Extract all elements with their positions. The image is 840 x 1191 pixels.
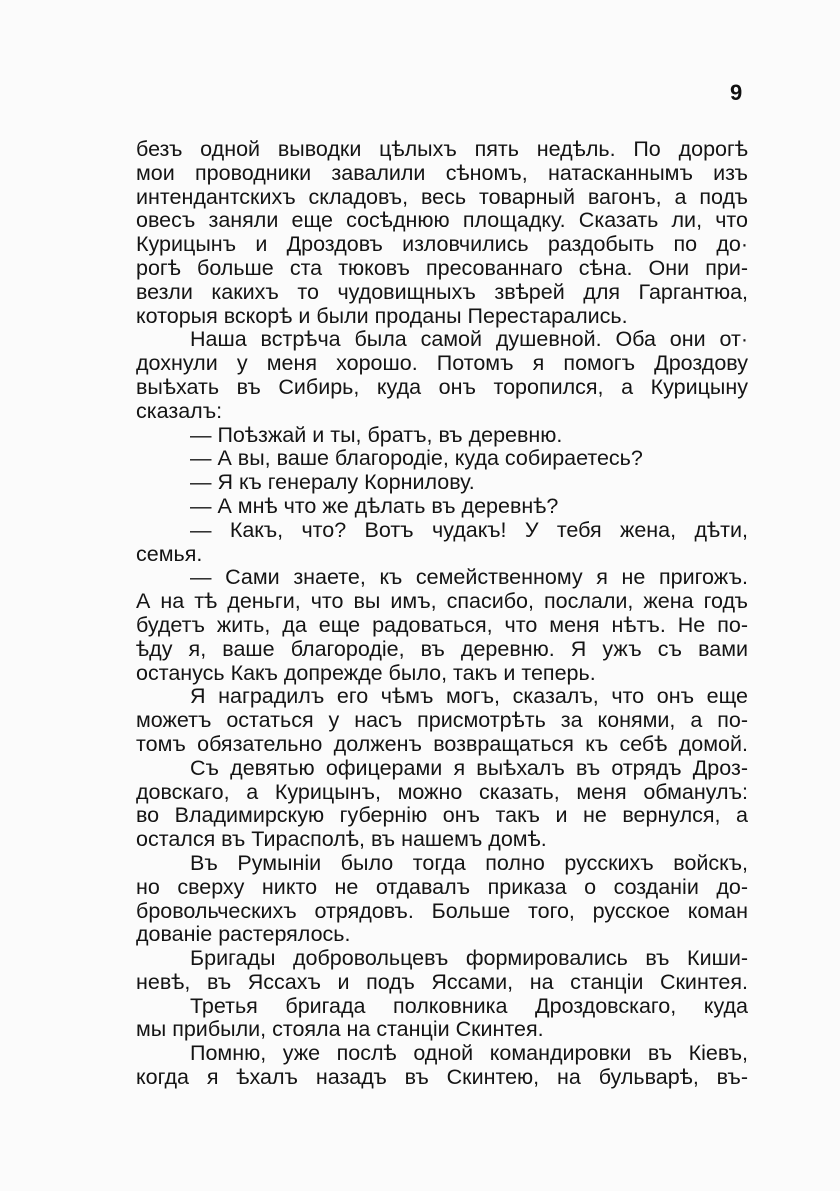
- text-line: бровольческихъ отрядовъ. Больше того, русское коман: [136, 899, 748, 923]
- text-line: — Я къ генералу Корнилову.: [190, 470, 475, 495]
- text-line: А на тѣ деньги, что вы имъ, спасибо, послали, жена годъ: [136, 590, 748, 614]
- text-line: Бригады добровольцевъ формировались въ Киши-: [190, 947, 748, 971]
- text-line: интендантскихъ складовъ, весь товарный вагонъ, а подъ: [136, 185, 748, 209]
- text-line: невѣ, въ Яссахъ и подъ Яссами, на станціи Скинтея.: [136, 970, 748, 994]
- text-line: сказалъ:: [136, 398, 223, 423]
- text-line: — А вы, ваше благородіе, куда собираетесь?: [190, 446, 643, 471]
- text-line: безъ одной выводки цѣлыхъ пять недѣль. По дорогѣ: [136, 138, 748, 161]
- text-line: можетъ остаться у насъ присмотрѣть за конями, а по-: [136, 709, 748, 733]
- text-line: дованіе растерялось.: [136, 922, 351, 947]
- text-line: остался въ Тирасполѣ, въ нашемъ домѣ.: [136, 827, 547, 852]
- text-line: дохнули у меня хорошо. Потомъ я помогъ Дроздову: [136, 352, 748, 376]
- text-line: но сверху никто не отдавалъ приказа о созданіи до-: [136, 875, 748, 899]
- text-line: везли какихъ то чудовищныхъ звѣрей для Гаргантюа,: [136, 280, 748, 304]
- text-line: Въ Румыніи было тогда полно русскихъ войскъ,: [190, 851, 748, 875]
- text-line: останусь Какъ допрежде было, такъ и теперь.: [136, 660, 596, 685]
- body-text: [136, 138, 748, 1090]
- text-line: ѣду я, ваше благородіе, въ деревню. Я ужъ съ вами: [136, 637, 748, 661]
- text-line: — Сами знаете, къ семейственному я не пригожъ.: [190, 566, 748, 590]
- text-line: овесъ заняли еще сосѣднюю площадку. Сказать ли, что: [136, 209, 748, 233]
- text-line: мы прибыли, стояла на станціи Скинтея.: [136, 1017, 544, 1042]
- text-line: когда я ѣхалъ назадъ въ Скинтею, на бульварѣ, въ-: [136, 1066, 748, 1090]
- text-line: — А мнѣ что же дѣлать въ деревнѣ?: [190, 493, 559, 518]
- text-line: во Владимирскую губернію онъ такъ и не вернулся, а: [136, 804, 748, 828]
- text-line: Третья бригада полковника Дроздовскаго, куда: [190, 994, 748, 1018]
- text-line: выѣхать въ Сибирь, куда онъ торопился, а Курицыну: [136, 375, 748, 399]
- text-line: которыя вскорѣ и были проданы Перестарались.: [136, 303, 628, 328]
- text-line: Наша встрѣча была самой душевной. Оба они от·: [190, 328, 748, 352]
- text-line: Курицынъ и Дроздовъ изловчились раздобыть по до·: [136, 233, 748, 257]
- text-line: Я наградилъ его чѣмъ могъ, сказалъ, что онъ еще: [190, 685, 748, 709]
- text-line: Съ девятью офицерами я выѣхалъ въ отрядъ Дроз-: [190, 756, 748, 780]
- text-line: Помню, уже послѣ одной командировки въ Кіевъ,: [190, 1042, 748, 1066]
- text-line: — Поѣзжай и ты, братъ, въ деревню.: [190, 422, 563, 447]
- text-line: семья.: [136, 541, 203, 566]
- text-line: довскаго, а Курицынъ, можно сказать, меня обманулъ:: [136, 780, 748, 804]
- text-line: мои проводники завалили сѣномъ, натасканнымъ изъ: [136, 161, 748, 185]
- page-number: 9: [730, 80, 743, 105]
- text-line: будетъ жить, да еще радоваться, что меня нѣтъ. Не по-: [136, 613, 748, 637]
- text-line: — Какъ, что? Вотъ чудакъ! У тебя жена, дѣти,: [190, 518, 748, 542]
- text-line: рогѣ больше ста тюковъ пресованнаго сѣна. Они при-: [136, 256, 748, 280]
- text-line: томъ обязательно долженъ возвращаться къ себѣ домой.: [136, 732, 748, 756]
